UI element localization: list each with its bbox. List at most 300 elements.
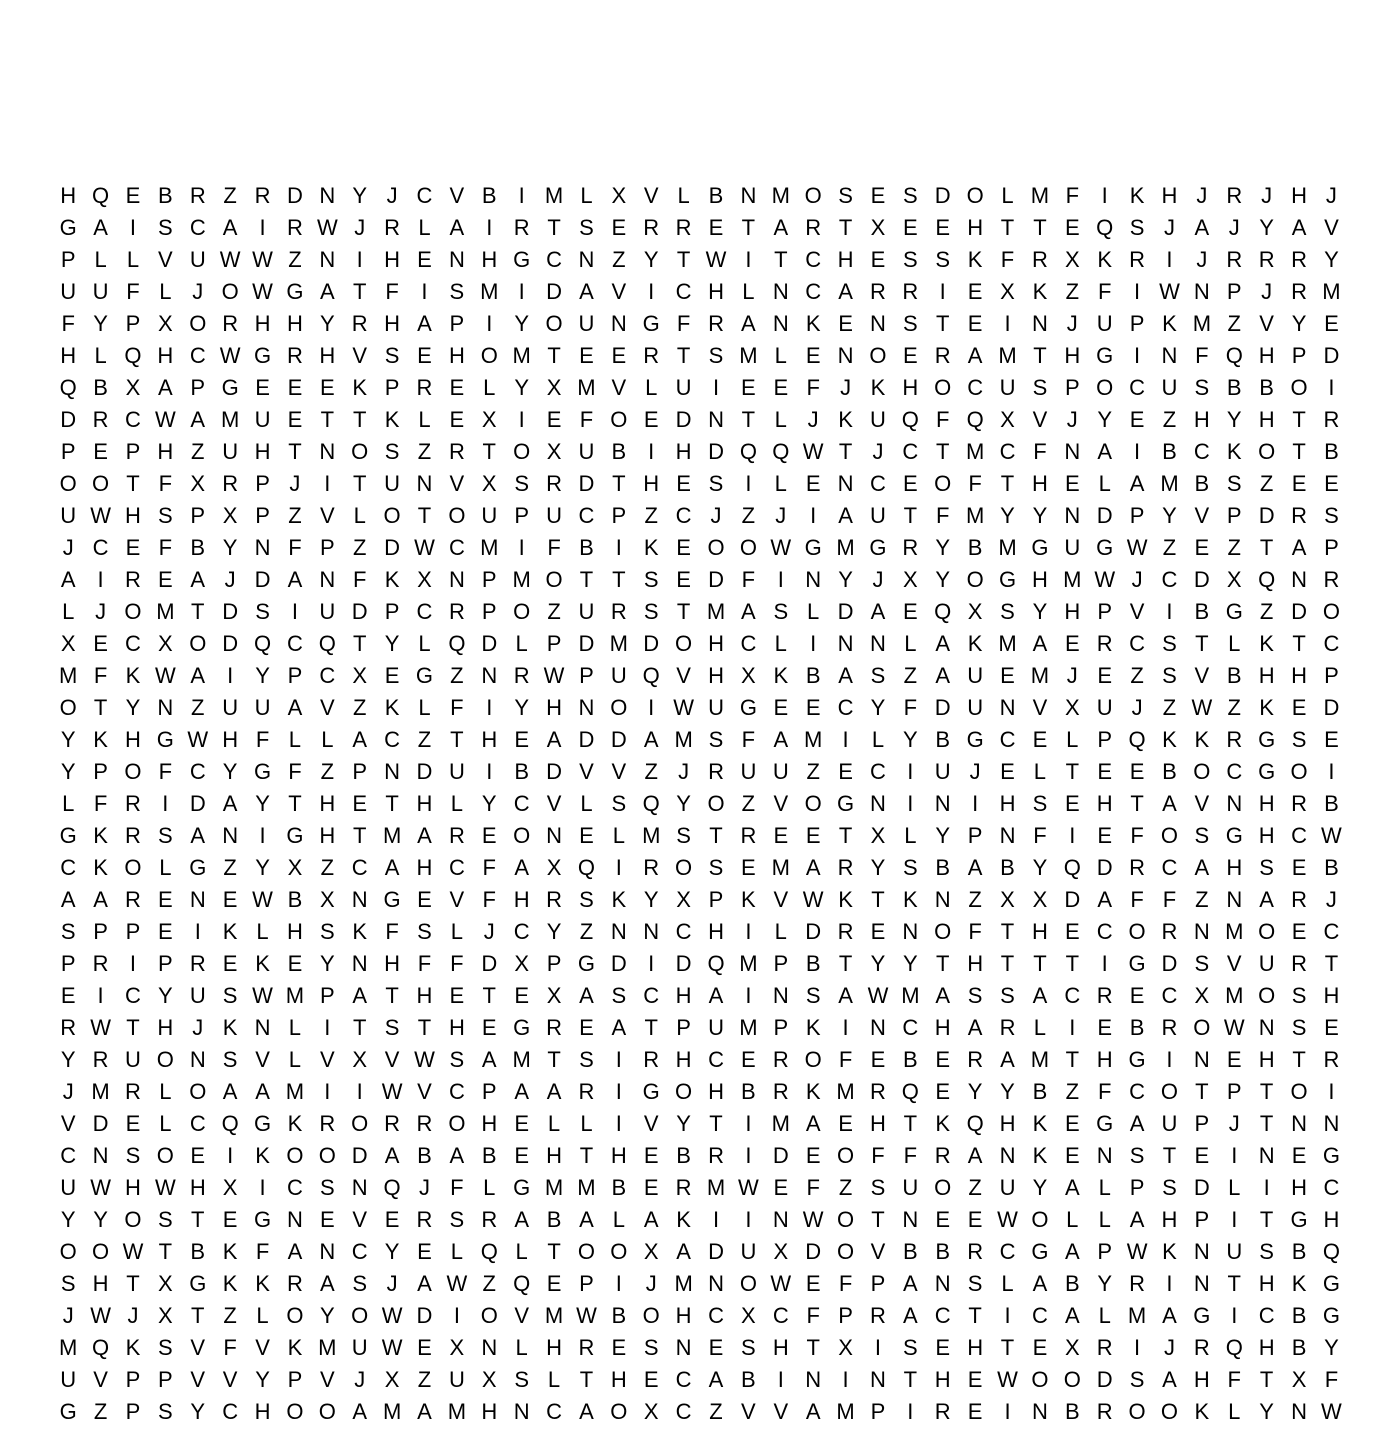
letter-cell[interactable]: S: [60, 1271, 76, 1296]
letter-cell[interactable]: O: [124, 599, 142, 624]
letter-cell[interactable]: N: [1291, 1399, 1307, 1424]
letter-cell[interactable]: H: [1323, 983, 1340, 1008]
letter-cell[interactable]: O: [934, 375, 952, 400]
letter-cell[interactable]: R: [286, 215, 303, 240]
letter-cell[interactable]: E: [805, 343, 821, 368]
letter-cell[interactable]: O: [739, 1271, 757, 1296]
letter-cell[interactable]: M: [674, 727, 693, 752]
letter-cell[interactable]: P: [481, 567, 497, 592]
letter-cell[interactable]: N: [643, 919, 660, 944]
letter-cell[interactable]: E: [481, 1015, 497, 1040]
letter-cell[interactable]: V: [222, 1367, 238, 1392]
letter-cell[interactable]: M: [512, 1047, 531, 1072]
letter-cell[interactable]: M: [382, 1399, 402, 1424]
letter-cell[interactable]: B: [1000, 855, 1015, 880]
letter-cell[interactable]: N: [319, 1239, 336, 1264]
letter-cell[interactable]: T: [352, 631, 367, 656]
letter-cell[interactable]: D: [351, 1143, 368, 1168]
letter-cell[interactable]: S: [158, 1335, 173, 1360]
letter-cell[interactable]: R: [222, 311, 239, 336]
letter-cell[interactable]: T: [320, 407, 335, 432]
letter-cell[interactable]: C: [416, 599, 433, 624]
letter-cell[interactable]: Y: [1032, 855, 1048, 880]
letter-cell[interactable]: F: [417, 951, 432, 976]
letter-cell[interactable]: E: [93, 631, 108, 656]
letter-cell[interactable]: N: [902, 1207, 919, 1232]
letter-cell[interactable]: H: [319, 823, 336, 848]
letter-cell[interactable]: D: [805, 1239, 822, 1264]
letter-cell[interactable]: T: [903, 503, 918, 528]
letter-cell[interactable]: S: [1162, 631, 1177, 656]
letter-cell[interactable]: E: [611, 215, 627, 240]
letter-cell[interactable]: E: [158, 567, 173, 592]
letter-cell[interactable]: Y: [935, 823, 951, 848]
letter-cell[interactable]: E: [287, 407, 303, 432]
letter-cell[interactable]: M: [1160, 471, 1179, 496]
letter-cell[interactable]: O: [1031, 1207, 1049, 1232]
letter-cell[interactable]: E: [1064, 1111, 1080, 1136]
letter-cell[interactable]: E: [579, 343, 594, 368]
letter-cell[interactable]: Q: [1225, 1335, 1243, 1360]
letter-cell[interactable]: B: [903, 1239, 918, 1264]
letter-cell[interactable]: Z: [1227, 695, 1241, 720]
letter-cell[interactable]: Q: [124, 343, 142, 368]
letter-cell[interactable]: E: [1064, 471, 1080, 496]
letter-cell[interactable]: E: [449, 407, 465, 432]
letter-cell[interactable]: V: [773, 791, 789, 816]
letter-cell[interactable]: T: [288, 439, 302, 464]
letter-cell[interactable]: G: [1258, 727, 1276, 752]
letter-cell[interactable]: E: [935, 215, 951, 240]
letter-cell[interactable]: W: [997, 1367, 1018, 1392]
letter-cell[interactable]: P: [579, 1271, 594, 1296]
letter-cell[interactable]: K: [1129, 183, 1145, 208]
letter-cell[interactable]: Q: [1258, 567, 1276, 592]
letter-cell[interactable]: D: [416, 759, 433, 784]
letter-cell[interactable]: S: [319, 1175, 335, 1200]
letter-cell[interactable]: O: [1128, 1399, 1146, 1424]
letter-cell[interactable]: B: [579, 535, 594, 560]
letter-cell[interactable]: E: [643, 1175, 659, 1200]
letter-cell[interactable]: U: [448, 1367, 465, 1392]
letter-cell[interactable]: L: [774, 471, 787, 496]
letter-cell[interactable]: L: [418, 695, 431, 720]
letter-cell[interactable]: F: [1097, 279, 1112, 304]
letter-cell[interactable]: V: [773, 887, 789, 912]
letter-cell[interactable]: G: [1290, 1207, 1308, 1232]
letter-cell[interactable]: T: [1292, 631, 1306, 656]
letter-cell[interactable]: S: [514, 1367, 529, 1392]
letter-cell[interactable]: F: [482, 855, 496, 880]
letter-cell[interactable]: M: [642, 823, 661, 848]
letter-cell[interactable]: I: [486, 695, 493, 720]
letter-cell[interactable]: F: [223, 1335, 237, 1360]
letter-cell[interactable]: W: [1321, 1399, 1342, 1424]
letter-cell[interactable]: K: [1097, 247, 1113, 272]
letter-cell[interactable]: H: [1226, 855, 1243, 880]
letter-cell[interactable]: T: [676, 247, 691, 272]
letter-cell[interactable]: E: [935, 1047, 951, 1072]
letter-cell[interactable]: B: [1291, 1335, 1307, 1360]
letter-cell[interactable]: H: [1096, 791, 1113, 816]
letter-cell[interactable]: S: [449, 1207, 465, 1232]
letter-cell[interactable]: R: [254, 183, 271, 208]
letter-cell[interactable]: Q: [92, 1335, 110, 1360]
letter-cell[interactable]: L: [94, 343, 107, 368]
letter-cell[interactable]: W: [252, 247, 273, 272]
letter-cell[interactable]: O: [837, 1239, 855, 1264]
letter-cell[interactable]: T: [579, 567, 594, 592]
letter-cell[interactable]: O: [351, 1111, 369, 1136]
letter-cell[interactable]: M: [59, 1335, 78, 1360]
letter-cell[interactable]: S: [967, 983, 983, 1008]
letter-cell[interactable]: K: [1194, 1399, 1210, 1424]
letter-cell[interactable]: O: [318, 1399, 336, 1424]
letter-cell[interactable]: W: [154, 407, 176, 432]
letter-cell[interactable]: H: [1258, 1271, 1275, 1296]
letter-cell[interactable]: X: [384, 1367, 400, 1392]
letter-cell[interactable]: I: [1231, 1143, 1238, 1168]
letter-cell[interactable]: P: [60, 951, 76, 976]
letter-cell[interactable]: M: [156, 599, 175, 624]
letter-cell[interactable]: V: [741, 1399, 756, 1424]
letter-cell[interactable]: C: [1258, 1303, 1275, 1328]
letter-cell[interactable]: E: [384, 1207, 400, 1232]
letter-cell[interactable]: I: [907, 1399, 914, 1424]
letter-cell[interactable]: O: [513, 439, 531, 464]
letter-cell[interactable]: I: [518, 535, 525, 560]
letter-cell[interactable]: L: [612, 823, 625, 848]
letter-cell[interactable]: R: [999, 1015, 1016, 1040]
letter-cell[interactable]: L: [94, 247, 107, 272]
letter-cell[interactable]: H: [1258, 343, 1275, 368]
letter-cell[interactable]: Z: [1227, 311, 1241, 336]
letter-cell[interactable]: N: [1291, 1111, 1307, 1136]
letter-cell[interactable]: L: [483, 1175, 496, 1200]
letter-cell[interactable]: T: [644, 1015, 658, 1040]
letter-cell[interactable]: V: [255, 1047, 270, 1072]
letter-cell[interactable]: D: [1193, 1175, 1210, 1200]
letter-cell[interactable]: C: [125, 631, 141, 656]
letter-cell[interactable]: O: [124, 759, 142, 784]
letter-cell[interactable]: R: [125, 823, 141, 848]
letter-cell[interactable]: N: [870, 1015, 886, 1040]
letter-cell[interactable]: T: [806, 1335, 820, 1360]
letter-cell[interactable]: I: [518, 279, 525, 304]
letter-cell[interactable]: V: [1194, 663, 1210, 688]
letter-cell[interactable]: R: [1129, 1271, 1146, 1296]
letter-cell[interactable]: B: [967, 535, 983, 560]
letter-cell[interactable]: R: [708, 1143, 724, 1168]
letter-cell[interactable]: B: [1129, 1015, 1145, 1040]
letter-cell[interactable]: M: [480, 279, 499, 304]
letter-cell[interactable]: B: [1162, 439, 1177, 464]
letter-cell[interactable]: H: [481, 1399, 498, 1424]
letter-cell[interactable]: E: [1324, 727, 1339, 752]
letter-cell[interactable]: U: [60, 1175, 77, 1200]
letter-cell[interactable]: R: [286, 1271, 303, 1296]
letter-cell[interactable]: B: [1226, 663, 1242, 688]
letter-cell[interactable]: I: [810, 631, 817, 656]
letter-cell[interactable]: E: [255, 375, 270, 400]
letter-cell[interactable]: B: [1324, 791, 1339, 816]
letter-cell[interactable]: E: [1097, 1015, 1113, 1040]
letter-cell[interactable]: V: [579, 759, 594, 784]
letter-cell[interactable]: V: [255, 1335, 270, 1360]
letter-cell[interactable]: L: [1033, 1015, 1047, 1040]
letter-cell[interactable]: Y: [1032, 599, 1048, 624]
letter-cell[interactable]: X: [643, 1239, 659, 1264]
letter-cell[interactable]: K: [222, 1271, 238, 1296]
letter-cell[interactable]: N: [448, 247, 465, 272]
letter-cell[interactable]: E: [546, 1271, 562, 1296]
letter-cell[interactable]: O: [448, 503, 466, 528]
letter-cell[interactable]: H: [999, 791, 1016, 816]
letter-cell[interactable]: G: [286, 279, 304, 304]
letter-cell[interactable]: W: [1126, 535, 1148, 560]
letter-cell[interactable]: H: [1193, 1367, 1210, 1392]
letter-cell[interactable]: K: [805, 1079, 821, 1104]
letter-cell[interactable]: P: [319, 983, 335, 1008]
letter-cell[interactable]: W: [252, 279, 273, 304]
letter-cell[interactable]: R: [384, 215, 401, 240]
letter-cell[interactable]: K: [1226, 439, 1242, 464]
letter-cell[interactable]: W: [1126, 1239, 1148, 1264]
letter-cell[interactable]: V: [449, 183, 465, 208]
letter-cell[interactable]: C: [222, 1399, 239, 1424]
letter-cell[interactable]: H: [1258, 823, 1275, 848]
letter-cell[interactable]: T: [1065, 1047, 1080, 1072]
letter-cell[interactable]: F: [450, 1175, 464, 1200]
letter-cell[interactable]: A: [481, 1047, 497, 1072]
letter-cell[interactable]: P: [546, 631, 562, 656]
letter-cell[interactable]: H: [999, 1111, 1016, 1136]
letter-cell[interactable]: I: [1166, 599, 1173, 624]
letter-cell[interactable]: R: [513, 663, 530, 688]
letter-cell[interactable]: U: [610, 663, 627, 688]
letter-cell[interactable]: N: [1161, 343, 1178, 368]
letter-cell[interactable]: D: [1096, 503, 1113, 528]
letter-cell[interactable]: R: [578, 1335, 595, 1360]
letter-cell[interactable]: W: [1159, 279, 1180, 304]
letter-cell[interactable]: I: [518, 183, 525, 208]
letter-cell[interactable]: S: [708, 471, 724, 496]
letter-cell[interactable]: N: [578, 247, 595, 272]
letter-cell[interactable]: R: [643, 1047, 660, 1072]
letter-cell[interactable]: L: [904, 823, 917, 848]
letter-cell[interactable]: T: [547, 343, 561, 368]
letter-cell[interactable]: P: [967, 823, 983, 848]
letter-cell[interactable]: I: [745, 1143, 752, 1168]
letter-cell[interactable]: A: [417, 1399, 432, 1424]
letter-cell[interactable]: H: [125, 503, 141, 528]
letter-cell[interactable]: N: [772, 279, 789, 304]
letter-cell[interactable]: R: [675, 1175, 692, 1200]
letter-cell[interactable]: M: [771, 183, 790, 208]
letter-cell[interactable]: E: [676, 535, 691, 560]
letter-cell[interactable]: H: [1258, 663, 1275, 688]
letter-cell[interactable]: B: [611, 1303, 627, 1328]
letter-cell[interactable]: L: [645, 375, 658, 400]
letter-cell[interactable]: O: [966, 567, 984, 592]
letter-cell[interactable]: P: [190, 503, 206, 528]
letter-cell[interactable]: K: [1259, 631, 1274, 656]
letter-cell[interactable]: J: [1131, 695, 1143, 720]
letter-cell[interactable]: N: [1323, 1111, 1340, 1136]
letter-cell[interactable]: T: [774, 247, 788, 272]
letter-cell[interactable]: D: [60, 407, 77, 432]
letter-cell[interactable]: X: [1064, 695, 1080, 720]
letter-cell[interactable]: S: [967, 1271, 983, 1296]
letter-cell[interactable]: I: [259, 1175, 266, 1200]
letter-cell[interactable]: H: [967, 1335, 984, 1360]
letter-cell[interactable]: Z: [417, 727, 432, 752]
letter-cell[interactable]: H: [708, 919, 724, 944]
letter-cell[interactable]: P: [773, 1015, 789, 1040]
letter-cell[interactable]: S: [1000, 599, 1015, 624]
letter-cell[interactable]: P: [579, 663, 594, 688]
letter-cell[interactable]: H: [92, 1271, 109, 1296]
letter-cell[interactable]: T: [838, 823, 853, 848]
letter-cell[interactable]: C: [286, 631, 303, 656]
letter-cell[interactable]: N: [513, 1399, 530, 1424]
letter-cell[interactable]: B: [1324, 439, 1339, 464]
letter-cell[interactable]: B: [805, 951, 821, 976]
letter-cell[interactable]: N: [708, 1271, 724, 1296]
letter-cell[interactable]: P: [384, 599, 400, 624]
letter-cell[interactable]: H: [1096, 1047, 1113, 1072]
letter-cell[interactable]: F: [1227, 1367, 1241, 1392]
letter-cell[interactable]: R: [448, 599, 465, 624]
letter-cell[interactable]: L: [1098, 471, 1111, 496]
letter-cell[interactable]: R: [546, 471, 562, 496]
letter-cell[interactable]: A: [417, 311, 432, 336]
letter-cell[interactable]: H: [546, 1143, 562, 1168]
letter-cell[interactable]: Y: [935, 535, 951, 560]
letter-cell[interactable]: Q: [221, 1111, 239, 1136]
letter-cell[interactable]: R: [902, 535, 919, 560]
letter-cell[interactable]: Y: [1291, 311, 1307, 336]
letter-cell[interactable]: N: [319, 567, 336, 592]
letter-cell[interactable]: F: [838, 1271, 853, 1296]
letter-cell[interactable]: I: [227, 1143, 234, 1168]
letter-cell[interactable]: M: [836, 1079, 855, 1104]
letter-cell[interactable]: A: [708, 1367, 724, 1392]
letter-cell[interactable]: Z: [223, 183, 237, 208]
letter-cell[interactable]: E: [838, 1111, 853, 1136]
letter-cell[interactable]: E: [967, 311, 983, 336]
letter-cell[interactable]: P: [1194, 1111, 1210, 1136]
letter-cell[interactable]: Z: [644, 759, 658, 784]
letter-cell[interactable]: T: [1292, 1047, 1306, 1072]
letter-cell[interactable]: K: [967, 631, 983, 656]
letter-cell[interactable]: O: [804, 183, 822, 208]
letter-cell[interactable]: R: [189, 183, 206, 208]
letter-cell[interactable]: E: [1324, 1015, 1339, 1040]
letter-cell[interactable]: H: [1258, 791, 1275, 816]
letter-cell[interactable]: N: [805, 567, 822, 592]
letter-cell[interactable]: Y: [1097, 1271, 1113, 1296]
letter-cell[interactable]: U: [708, 1015, 724, 1040]
letter-cell[interactable]: I: [453, 1303, 460, 1328]
letter-cell[interactable]: H: [157, 1015, 174, 1040]
letter-cell[interactable]: I: [842, 1015, 849, 1040]
letter-cell[interactable]: V: [449, 471, 465, 496]
letter-cell[interactable]: F: [968, 919, 982, 944]
letter-cell[interactable]: T: [1227, 1271, 1241, 1296]
letter-cell[interactable]: C: [1291, 823, 1307, 848]
letter-cell[interactable]: I: [486, 759, 493, 784]
letter-cell[interactable]: S: [741, 1335, 756, 1360]
letter-cell[interactable]: L: [418, 631, 431, 656]
letter-cell[interactable]: H: [708, 1079, 724, 1104]
letter-cell[interactable]: O: [966, 183, 984, 208]
letter-cell[interactable]: Q: [739, 439, 757, 464]
letter-cell[interactable]: G: [59, 1399, 77, 1424]
letter-cell[interactable]: F: [126, 279, 140, 304]
letter-cell[interactable]: Y: [384, 1239, 400, 1264]
letter-cell[interactable]: U: [60, 503, 77, 528]
letter-cell[interactable]: T: [1065, 951, 1080, 976]
letter-cell[interactable]: G: [253, 343, 272, 368]
letter-cell[interactable]: P: [125, 1367, 141, 1392]
letter-cell[interactable]: O: [804, 791, 822, 816]
letter-cell[interactable]: Y: [870, 951, 886, 976]
letter-cell[interactable]: J: [289, 471, 301, 496]
letter-cell[interactable]: E: [125, 183, 141, 208]
letter-cell[interactable]: P: [1097, 727, 1113, 752]
letter-cell[interactable]: S: [838, 183, 853, 208]
letter-cell[interactable]: S: [417, 919, 432, 944]
letter-cell[interactable]: Y: [255, 1367, 270, 1392]
letter-cell[interactable]: R: [416, 375, 433, 400]
letter-cell[interactable]: I: [518, 407, 525, 432]
letter-cell[interactable]: T: [417, 503, 432, 528]
letter-cell[interactable]: E: [611, 343, 627, 368]
letter-cell[interactable]: C: [708, 1303, 724, 1328]
letter-cell[interactable]: E: [579, 1015, 594, 1040]
letter-cell[interactable]: H: [934, 1015, 951, 1040]
letter-cell[interactable]: E: [967, 1207, 983, 1232]
letter-cell[interactable]: F: [968, 471, 982, 496]
letter-cell[interactable]: W: [90, 1303, 111, 1328]
letter-cell[interactable]: G: [59, 215, 77, 240]
letter-cell[interactable]: I: [712, 375, 720, 400]
letter-cell[interactable]: S: [903, 247, 918, 272]
letter-cell[interactable]: Y: [222, 535, 238, 560]
letter-cell[interactable]: R: [1096, 983, 1113, 1008]
letter-cell[interactable]: H: [513, 887, 530, 912]
letter-cell[interactable]: T: [1292, 407, 1306, 432]
letter-cell[interactable]: J: [1131, 567, 1143, 592]
letter-cell[interactable]: L: [904, 631, 917, 656]
letter-cell[interactable]: G: [1128, 1047, 1146, 1072]
letter-cell[interactable]: X: [60, 631, 76, 656]
letter-cell[interactable]: N: [319, 247, 336, 272]
letter-cell[interactable]: K: [870, 375, 886, 400]
letter-cell[interactable]: B: [1064, 1271, 1080, 1296]
letter-cell[interactable]: H: [1064, 343, 1081, 368]
letter-cell[interactable]: H: [60, 183, 77, 208]
letter-cell[interactable]: H: [416, 791, 433, 816]
letter-cell[interactable]: Z: [320, 855, 335, 880]
letter-cell[interactable]: R: [837, 855, 854, 880]
letter-cell[interactable]: B: [190, 1239, 206, 1264]
letter-cell[interactable]: L: [774, 343, 787, 368]
letter-cell[interactable]: G: [739, 695, 757, 720]
letter-cell[interactable]: M: [544, 183, 564, 208]
letter-cell[interactable]: P: [838, 1303, 853, 1328]
